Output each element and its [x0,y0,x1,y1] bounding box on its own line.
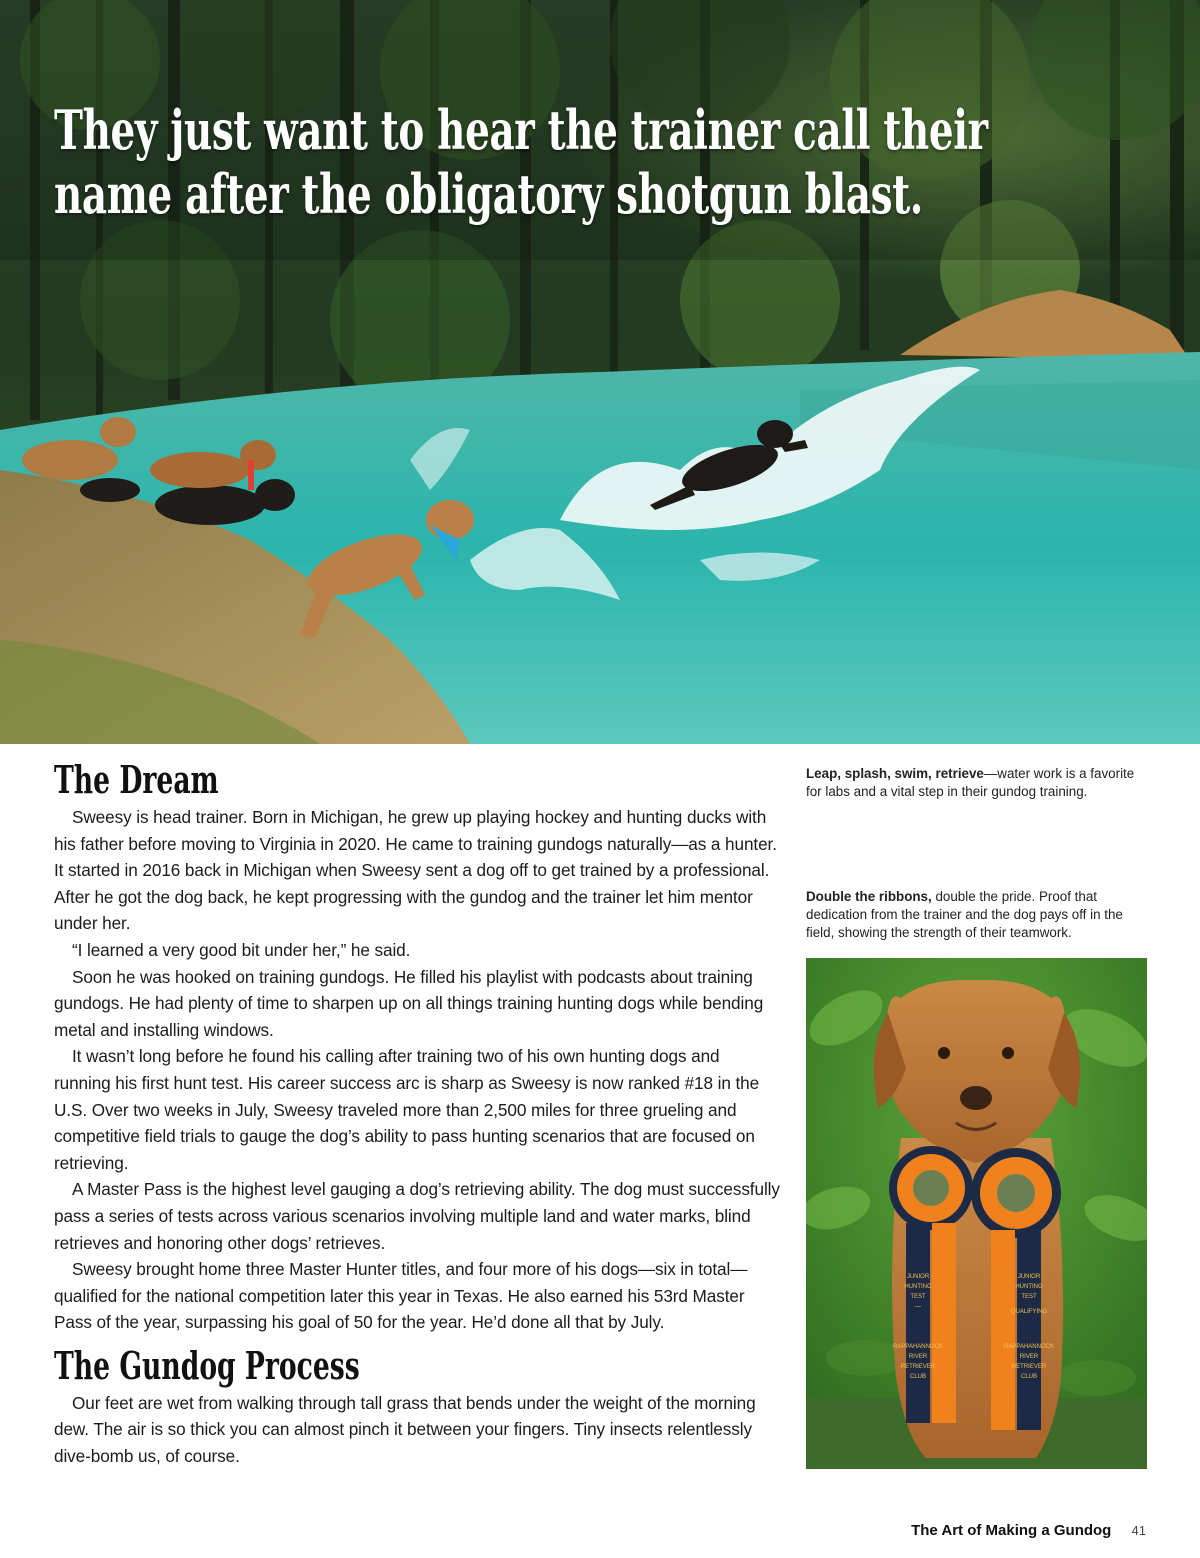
article-paragraph: “I learned a very good bit under her,” he said. [72,939,411,960]
footer-title: The Art of Making a Gundog [911,1522,1112,1539]
ribbon-text: TEST [1021,1294,1037,1300]
ribbon-text: QUALIFYING [1010,1309,1048,1315]
article-paragraph: A Master Pass is the highest level gauging a dog’s retrieving ability. The dog must successfully pass a series of tests across various scenarios involving multiple land and water marks, blind retrieves and honoring other dogs’ retrieves. [54,1179,780,1253]
ribbon-text: CLUB [909,1374,927,1380]
article-paragraph: Our feet are wet from walking through tall grass that bends under the weight of the morning dew. The air is so thick you can almost pinch it between your fingers. Tiny insects relentlessly dive-bomb us, of course. [54,1392,756,1467]
hero-photo [0,0,1200,744]
hero-headline-line2: name after the obligatory shotgun blast. [54,162,923,226]
ribbon-text: HUNTING [1015,1284,1043,1290]
ribbon-text: RIVER [908,1354,928,1360]
section-heading-the-gundog-process: The Gundog Process [54,1342,360,1388]
article-paragraph: Sweesy is head trainer. Born in Michigan, he grew up playing hockey and hunting ducks with his father before moving to Virginia in 2020. He came to training gundogs naturally—as a hunter. It started in 2016 back in Michigan when Sweesy sent a dog off to get trained by a professional. After he got the dog back, he kept progressing with the gundog and the trainer let him mentor under her. [54,807,777,934]
ribbon-text: RIVER [1019,1354,1039,1360]
ribbon-text: CLUB [1020,1374,1038,1380]
caption-text: double the pride. Proof that dedication from the trainer and the dog pays off in the field, showing the strength of their teamwork. [806,889,1123,940]
dog-photo-caption [806,888,1151,942]
ribbon-text: JUNIOR [906,1274,930,1280]
ribbon-text: TEST [910,1294,926,1300]
article-body [54,756,780,1470]
ribbon-dog-illustration [806,958,1147,1469]
ribbon-text: HUNTING [904,1284,932,1290]
caption-lead: Double the ribbons, [806,889,932,904]
article-paragraph: It wasn’t long before he found his calling after training two of his own hunting dogs and running his first hunt test. His career success arc is sharp as Sweesy is now ranked #18 in the U.S. Over two weeks in July, Sweesy traveled more than 2,500 miles for three grueling and competitive field trials to gauge the dog’s ability to pass hunting scenarios that are focused on retrieving. [54,1046,760,1173]
page-footer [911,1521,1146,1541]
ribbon-dog-photo [806,958,1147,1469]
ribbon-text: — [915,1304,921,1310]
ribbon-text: RETRIEVER [900,1364,936,1370]
section-heading-the-dream: The Dream [54,757,219,802]
article-paragraph: Sweesy brought home three Master Hunter titles, and four more of his dogs—six in total—qualified for the national competition later this year in Texas. He also earned his 53rd Master Pass of the year, surpassing his goal of 50 for the year. He’d done all that by July. [54,1259,748,1333]
ribbon-text: RETRIEVER [1011,1364,1047,1370]
ribbon-text: RAPPAHANNOCK [1004,1344,1054,1350]
hero-headline [54,98,988,226]
caption-lead: Leap, splash, swim, retrieve [806,766,984,781]
hero-photo-caption [806,765,1151,801]
caption-text: —water work is a favorite for labs and a vital step in their gundog training. [806,766,1135,799]
page-number: 41 [1131,1523,1146,1538]
hero-headline-line1: They just want to hear the trainer call their [54,98,988,162]
ribbon-text: JUNIOR [1017,1274,1041,1280]
ribbon-text: RAPPAHANNOCK [893,1344,943,1350]
article-paragraph: Soon he was hooked on training gundogs. He filled his playlist with podcasts about training gundogs. He had plenty of time to sharpen up on all things training hunting dogs while bending metal and installing windows. [54,966,764,1040]
